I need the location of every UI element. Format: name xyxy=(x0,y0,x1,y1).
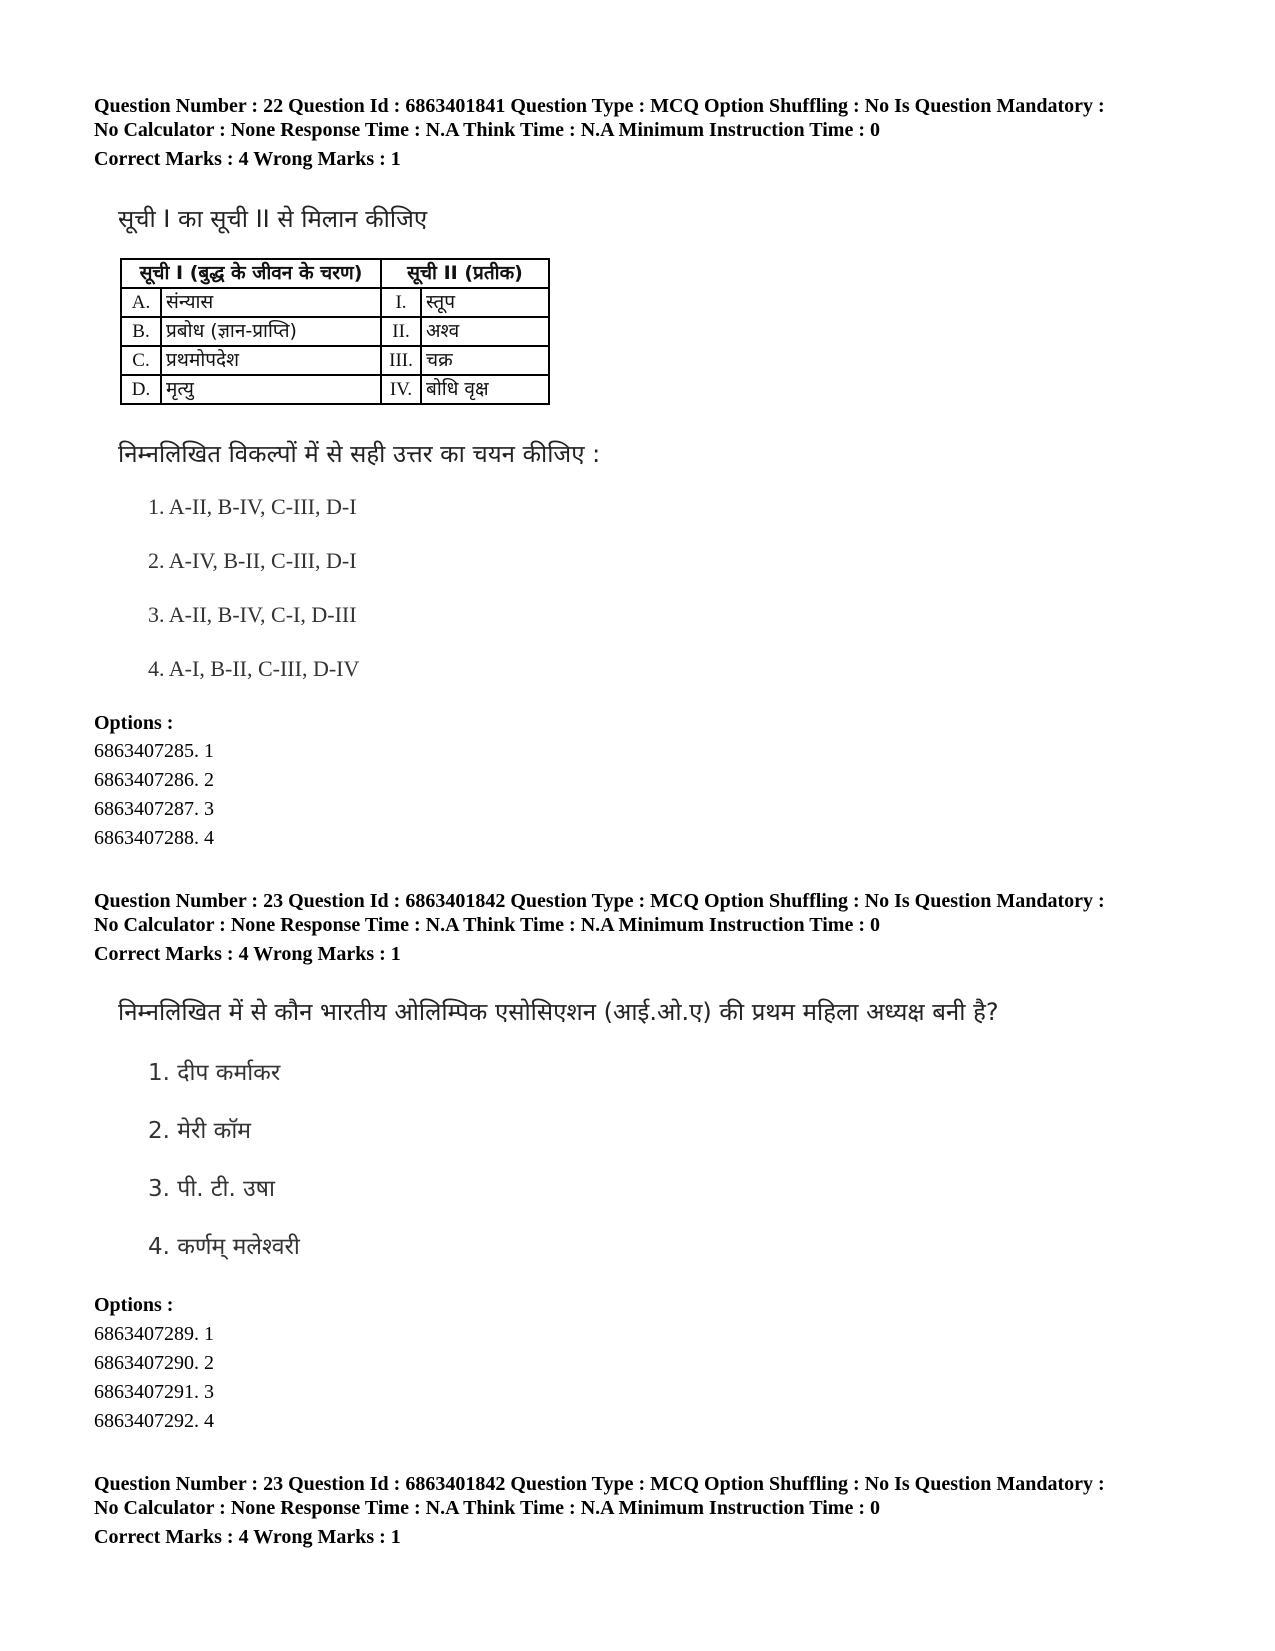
question-meta-line1: Question Number : 23 Question Id : 6863401842 Question Type : MCQ Option Shuffling : No Is Question Mandatory : xyxy=(94,890,1105,912)
list-1-key: A. xyxy=(121,288,161,317)
options-label: Options : xyxy=(94,1294,174,1316)
option-id: 6863407287. 3 xyxy=(94,798,214,820)
answer-choice: 4. A-I, B-II, C-III, D-IV xyxy=(148,656,360,681)
question-23-repeat-header xyxy=(94,1472,1105,1549)
list-1-value: प्रथमोपदेश xyxy=(161,346,381,375)
answer-choice: 1. दीप कर्माकर xyxy=(148,1060,281,1086)
list-1-value: मृत्यु xyxy=(161,375,381,404)
list-2-value: चक्र xyxy=(421,346,549,375)
answer-choice: 3. पी. टी. उषा xyxy=(148,1176,275,1202)
list-2-key: I. xyxy=(381,288,421,317)
question-marks: Correct Marks : 4 Wrong Marks : 1 xyxy=(94,943,401,965)
answer-choice: 3. A-II, B-IV, C-I, D-III xyxy=(148,602,357,627)
list-1-header: सूची I (बुद्ध के जीवन के चरण) xyxy=(121,259,381,288)
option-id: 6863407290. 2 xyxy=(94,1352,214,1374)
option-id: 6863407285. 1 xyxy=(94,740,214,762)
list-2-key: III. xyxy=(381,346,421,375)
option-id: 6863407288. 4 xyxy=(94,827,214,849)
answer-choice: 1. A-II, B-IV, C-III, D-I xyxy=(148,494,357,519)
list-2-value: बोधि वृक्ष xyxy=(421,375,549,404)
list-1-value: संन्यास xyxy=(161,288,381,317)
answer-choice: 4. कर्णम् मलेश्वरी xyxy=(148,1234,300,1260)
list-2-header: सूची II (प्रतीक) xyxy=(381,259,549,288)
question-marks: Correct Marks : 4 Wrong Marks : 1 xyxy=(94,1526,401,1548)
options-label: Options : xyxy=(94,712,174,734)
question-meta-line1: Question Number : 22 Question Id : 6863401841 Question Type : MCQ Option Shuffling : No Is Question Mandatory : xyxy=(94,95,1105,117)
answer-choice: 2. A-IV, B-II, C-III, D-I xyxy=(148,548,357,573)
match-table xyxy=(120,258,550,405)
question-prompt: सूची I का सूची II से मिलान कीजिए xyxy=(118,205,428,233)
question-meta-line2: No Calculator : None Response Time : N.A Think Time : N.A Minimum Instruction Time : 0 xyxy=(94,914,880,936)
question-22-header xyxy=(94,94,1105,171)
question-meta-line2: No Calculator : None Response Time : N.A Think Time : N.A Minimum Instruction Time : 0 xyxy=(94,1497,880,1519)
option-id: 6863407291. 3 xyxy=(94,1381,214,1403)
list-1-key: C. xyxy=(121,346,161,375)
question-meta-line2: No Calculator : None Response Time : N.A Think Time : N.A Minimum Instruction Time : 0 xyxy=(94,119,880,141)
table-row xyxy=(121,346,549,375)
list-2-value: अश्व xyxy=(421,317,549,346)
question-instruction: निम्नलिखित विकल्पों में से सही उत्तर का चयन कीजिए : xyxy=(118,440,601,468)
question-23-header xyxy=(94,889,1105,966)
question-marks: Correct Marks : 4 Wrong Marks : 1 xyxy=(94,148,401,170)
match-table-header-row xyxy=(121,259,549,288)
table-row xyxy=(121,317,549,346)
option-id: 6863407292. 4 xyxy=(94,1410,214,1432)
list-2-value: स्तूप xyxy=(421,288,549,317)
option-id: 6863407286. 2 xyxy=(94,769,214,791)
question-meta-line1: Question Number : 23 Question Id : 6863401842 Question Type : MCQ Option Shuffling : No Is Question Mandatory : xyxy=(94,1473,1105,1495)
table-row xyxy=(121,375,549,404)
list-2-key: II. xyxy=(381,317,421,346)
list-1-key: D. xyxy=(121,375,161,404)
option-id: 6863407289. 1 xyxy=(94,1323,214,1345)
list-1-key: B. xyxy=(121,317,161,346)
table-row xyxy=(121,288,549,317)
list-2-key: IV. xyxy=(381,375,421,404)
question-prompt: निम्नलिखित में से कौन भारतीय ओलिम्पिक एसोसिएशन (आई.ओ.ए) की प्रथम महिला अध्यक्ष बनी है? xyxy=(118,998,999,1026)
list-1-value: प्रबोध (ज्ञान-प्राप्ति) xyxy=(161,317,381,346)
answer-choice: 2. मेरी कॉम xyxy=(148,1118,252,1144)
